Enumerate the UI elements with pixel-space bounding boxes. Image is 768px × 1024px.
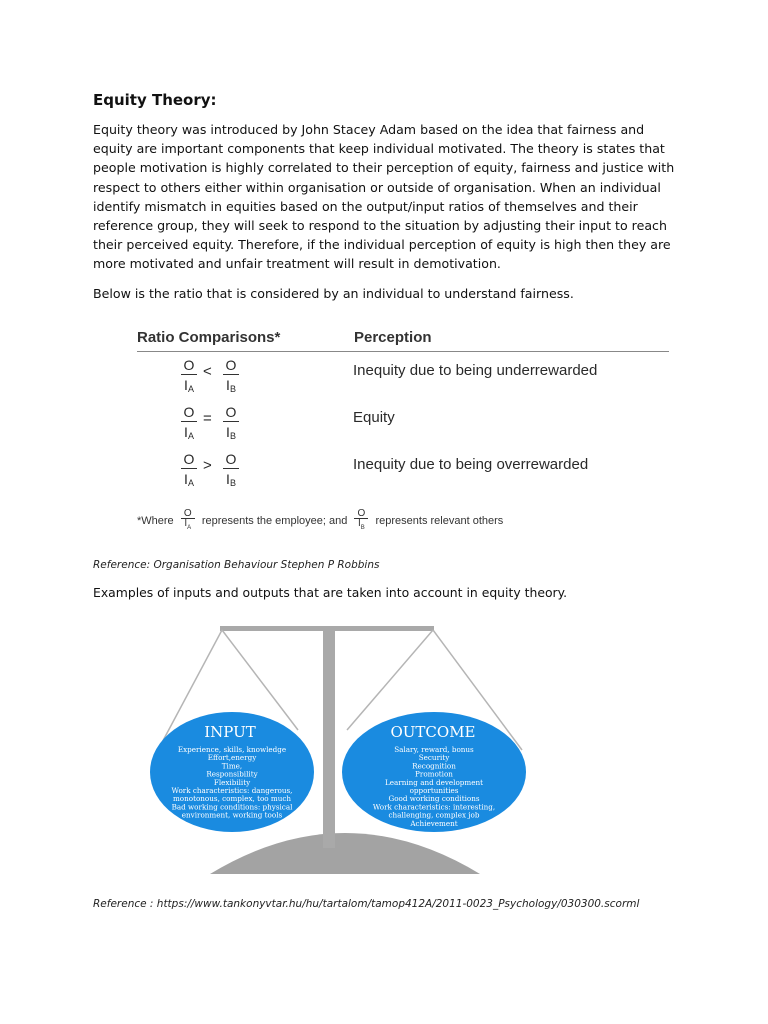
denominator-subscript: B xyxy=(229,478,236,488)
perception-label: Inequity due to being overrewarded xyxy=(353,456,589,473)
header-divider xyxy=(137,351,669,352)
fraction-others xyxy=(221,358,241,396)
footnote-suffix: represents relevant others xyxy=(375,514,504,527)
scale-item: Salary, reward, bonus xyxy=(394,745,474,754)
scale-item: Flexibility xyxy=(213,777,251,787)
scale-item: monotonous, complex, too much xyxy=(172,794,292,804)
ratio-row-overrewarded xyxy=(173,452,673,496)
input-title: INPUT xyxy=(204,723,256,741)
scale-item: Effort,energy xyxy=(207,753,257,763)
equity-scale-diagram xyxy=(150,622,540,880)
denominator-subscript: A xyxy=(187,384,194,394)
ratio-row-underrewarded xyxy=(173,358,673,402)
outcome-title: OUTCOME xyxy=(390,723,476,741)
header-ratio-comparisons: Ratio Comparisons* xyxy=(137,329,281,346)
numerator: O xyxy=(225,404,237,420)
scale-item: Work characteristics: interesting, xyxy=(372,802,496,812)
denominator: I xyxy=(184,471,188,487)
denominator: I xyxy=(226,424,230,440)
denominator-subscript: B xyxy=(229,384,236,394)
denominator-subscript: A xyxy=(187,478,194,488)
scale-item: Promotion xyxy=(415,769,453,779)
scale-item: environment, working tools xyxy=(181,810,283,820)
fraction-employee xyxy=(179,405,199,443)
scale-item: Work characteristics: dangerous, xyxy=(171,786,293,795)
denominator-subscript: B xyxy=(229,431,236,441)
examples-heading: Examples of inputs and outputs that are taken into account in equity theory. xyxy=(93,585,568,600)
ratio-footnote xyxy=(137,509,503,533)
scale-item: Responsibility xyxy=(206,769,258,779)
denominator: I xyxy=(184,377,188,393)
numerator: O xyxy=(225,357,237,373)
denominator: I xyxy=(226,377,230,393)
comparison-operator: < xyxy=(203,363,212,380)
denominator-subscript: A xyxy=(187,431,194,441)
footnote-fraction-others: $\frac{O}{I_B}$ xyxy=(354,509,368,533)
scale-item: Experience, skills, knowledge xyxy=(177,745,287,754)
fraction-employee xyxy=(179,452,199,490)
reference-tankonyvtar: Reference : https://www.tankonyvtar.hu/hu/tartalom/tamop412A/2011-0023_Psychology/030300.scorml xyxy=(93,898,640,910)
scale-base xyxy=(210,833,480,874)
scale-item: opportunities xyxy=(409,786,459,795)
numerator: O xyxy=(183,451,195,467)
scale-item: Learning and development xyxy=(385,777,483,787)
scale-item: Security xyxy=(418,753,450,763)
ratio-row-equity xyxy=(173,405,673,449)
scale-item: challenging, complex job xyxy=(388,810,480,820)
ratio-comparison-table xyxy=(133,322,673,542)
fraction-others xyxy=(221,452,241,490)
perception-label: Inequity due to being underrewarded xyxy=(353,362,598,379)
comparison-operator: > xyxy=(203,457,212,474)
numerator: O xyxy=(183,404,195,420)
ratio-intro-paragraph: Below is the ratio that is considered by an individual to understand fairness. xyxy=(93,286,574,301)
scale-beam xyxy=(220,626,434,631)
footnote-prefix: *Where xyxy=(137,514,174,527)
denominator: I xyxy=(226,471,230,487)
scale-item: Recognition xyxy=(412,761,456,771)
denominator: I xyxy=(184,424,188,440)
scale-item: Time, xyxy=(221,761,243,771)
comparison-operator: = xyxy=(203,410,212,427)
numerator: O xyxy=(225,451,237,467)
scale-item: Good working conditions xyxy=(388,794,480,804)
scale-item: Bad working conditions: physical xyxy=(171,802,293,812)
scale-pole xyxy=(323,628,335,848)
footnote-middle: represents the employee; and xyxy=(201,514,348,527)
intro-paragraph: Equity theory was introduced by John Stacey Adam based on the idea that fairness and equity are important components that keep individual motivated. The theory is states that people motivation is highly correlated to their perception of equity, fairness and justice with respect to others either within organisation or outside of organisation. When an individual identify mismatch in equities based on the output/input ratios of themselves and their reference group, they will seek to respond to the situation by adjusting their input to reach their perceived equity. Therefore, if the individual perception of equity is high then they are more motivated and unfair treatment will result in demotivation. xyxy=(93,122,675,272)
scale-item: Achievement xyxy=(410,818,458,828)
footnote-fraction-employee: $\frac{O}{I_A}$ xyxy=(181,509,195,533)
fraction-others xyxy=(221,405,241,443)
page-title: Equity Theory: xyxy=(93,91,217,109)
fraction-employee xyxy=(179,358,199,396)
perception-label: Equity xyxy=(353,409,395,426)
numerator: O xyxy=(183,357,195,373)
header-perception: Perception xyxy=(354,329,432,346)
reference-robbins: Reference: Organisation Behaviour Stephen P Robbins xyxy=(93,559,380,571)
